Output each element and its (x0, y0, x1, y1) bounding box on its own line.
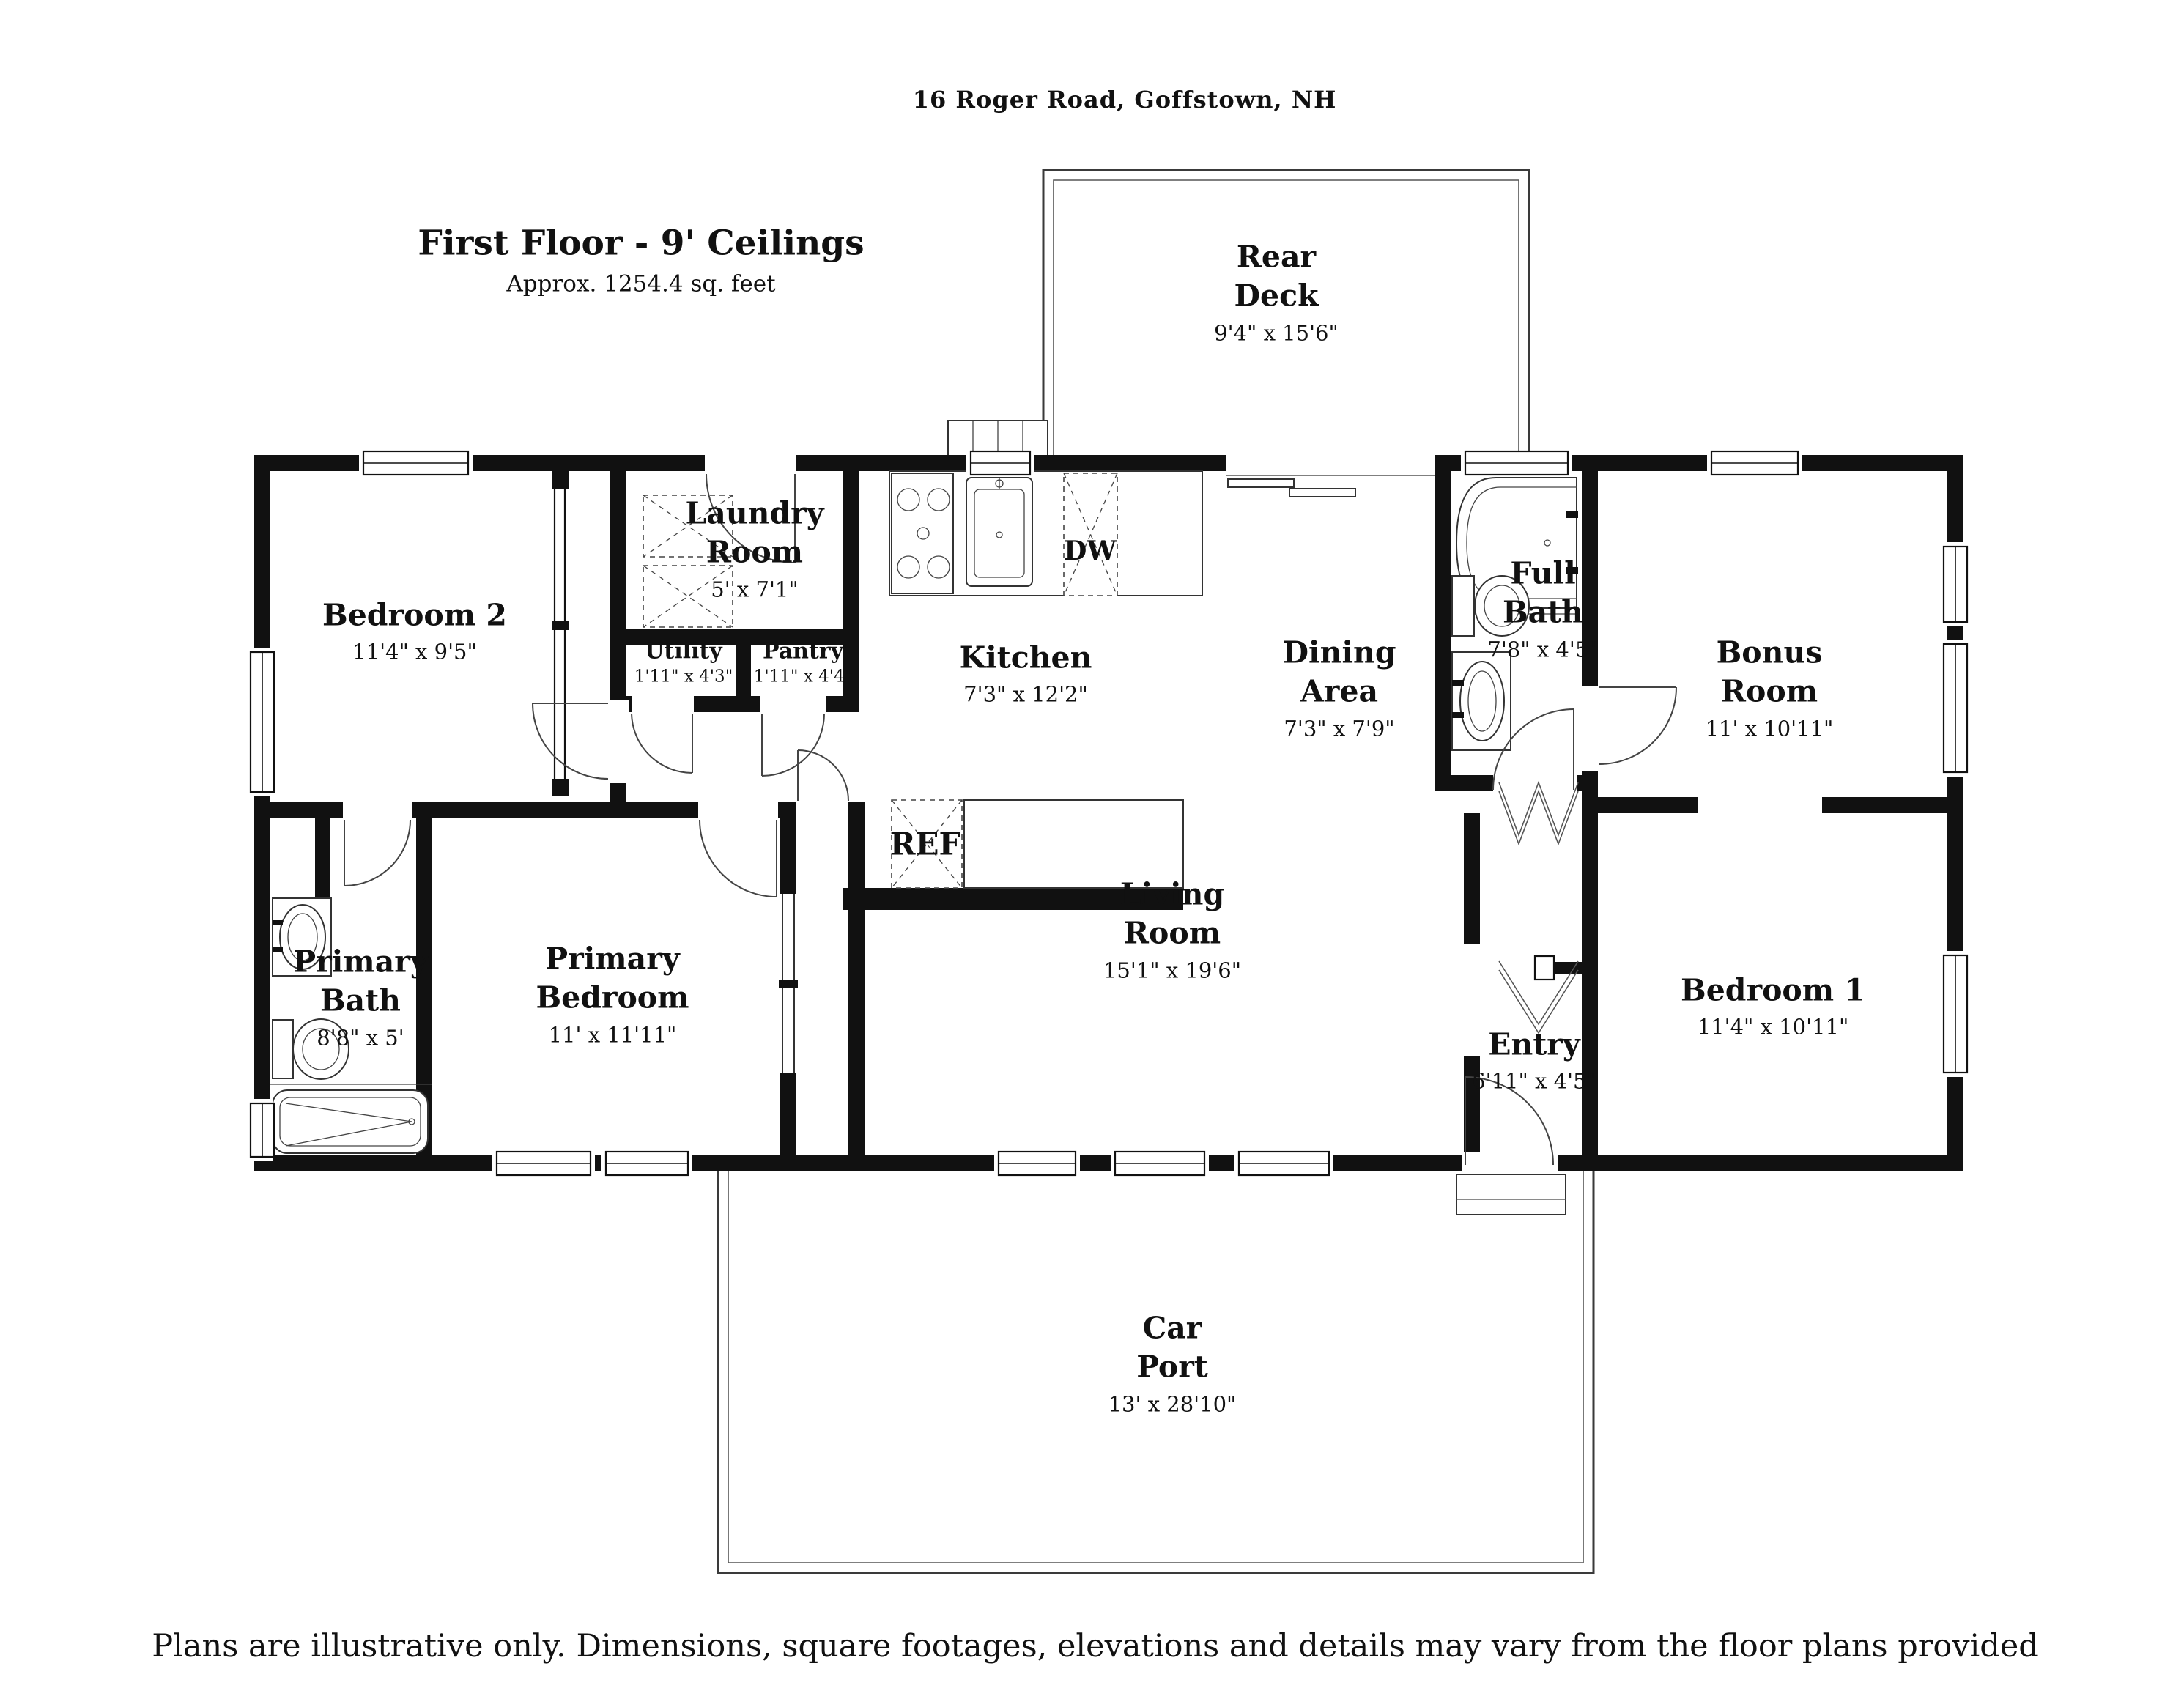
floor-area: Approx. 1254.4 sq. feet (506, 270, 776, 297)
room-label-living: Living Room 15'1" x 19'6" (1103, 876, 1242, 983)
dishwasher-box (1064, 473, 1117, 596)
pantry-door (762, 714, 824, 776)
room-label-entry: Entry 6'11" x 4'5" (1472, 1026, 1596, 1094)
room-label-dining: Dining Area 7'3" x 7'9" (1282, 634, 1396, 741)
kitchen-sink (966, 478, 1032, 586)
entry-closet-symbols (1499, 782, 1578, 1033)
bedroom2-door (533, 703, 608, 779)
floor-header (418, 223, 864, 297)
dishwasher-label: DW (1064, 536, 1117, 566)
page-title: 16 Roger Road, Goffstown, NH (912, 86, 1337, 114)
room-label-car-port: Car Port 13' x 28'10" (1108, 1310, 1237, 1417)
disclaimer-text: Plans are illustrative only. Dimensions, square footages, elevations and details may vary from the floor plans provided (152, 1628, 2039, 1665)
bonus-room-door (1599, 687, 1676, 764)
bedroom2-closet (552, 471, 569, 796)
room-label-kitchen: Kitchen 7'3" x 12'2" (959, 640, 1092, 707)
room-label-full-bath: Full Bath 7'8" x 4'5" (1487, 555, 1599, 662)
room-label-bedroom-2: Bedroom 2 11'4" x 9'5" (322, 597, 507, 665)
room-label-pantry: Pantry 1'11" x 4'4" (753, 638, 853, 686)
refrigerator-label: REF (889, 826, 961, 862)
primary-bedroom-door (700, 820, 777, 897)
utility-door (632, 714, 692, 773)
room-label-rear-deck: Rear Deck 9'4" x 15'6" (1214, 239, 1339, 346)
primary-bath-door (344, 820, 410, 886)
room-label-laundry: Laundry Room 5' x 7'1" (685, 495, 824, 602)
room-label-utility: Utility 1'11" x 4'3" (634, 638, 733, 686)
primary-bath-tub (270, 1084, 432, 1153)
room-label-primary-bath: Primary Bath 8'8" x 5' (293, 944, 428, 1051)
deck-slider-door (1226, 475, 1435, 497)
kitchen-stove (892, 473, 953, 593)
room-label-bedroom-1: Bedroom 1 11'4" x 10'11" (1681, 972, 1865, 1040)
room-label-primary-bedroom: Primary Bedroom 11' x 11'11" (536, 941, 689, 1048)
room-label-bonus: Bonus Room 11' x 10'11" (1705, 634, 1834, 741)
floor-label: First Floor - 9' Ceilings (418, 223, 865, 264)
entry-stoop (1456, 1174, 1566, 1215)
full-bath-sink (1452, 652, 1511, 750)
